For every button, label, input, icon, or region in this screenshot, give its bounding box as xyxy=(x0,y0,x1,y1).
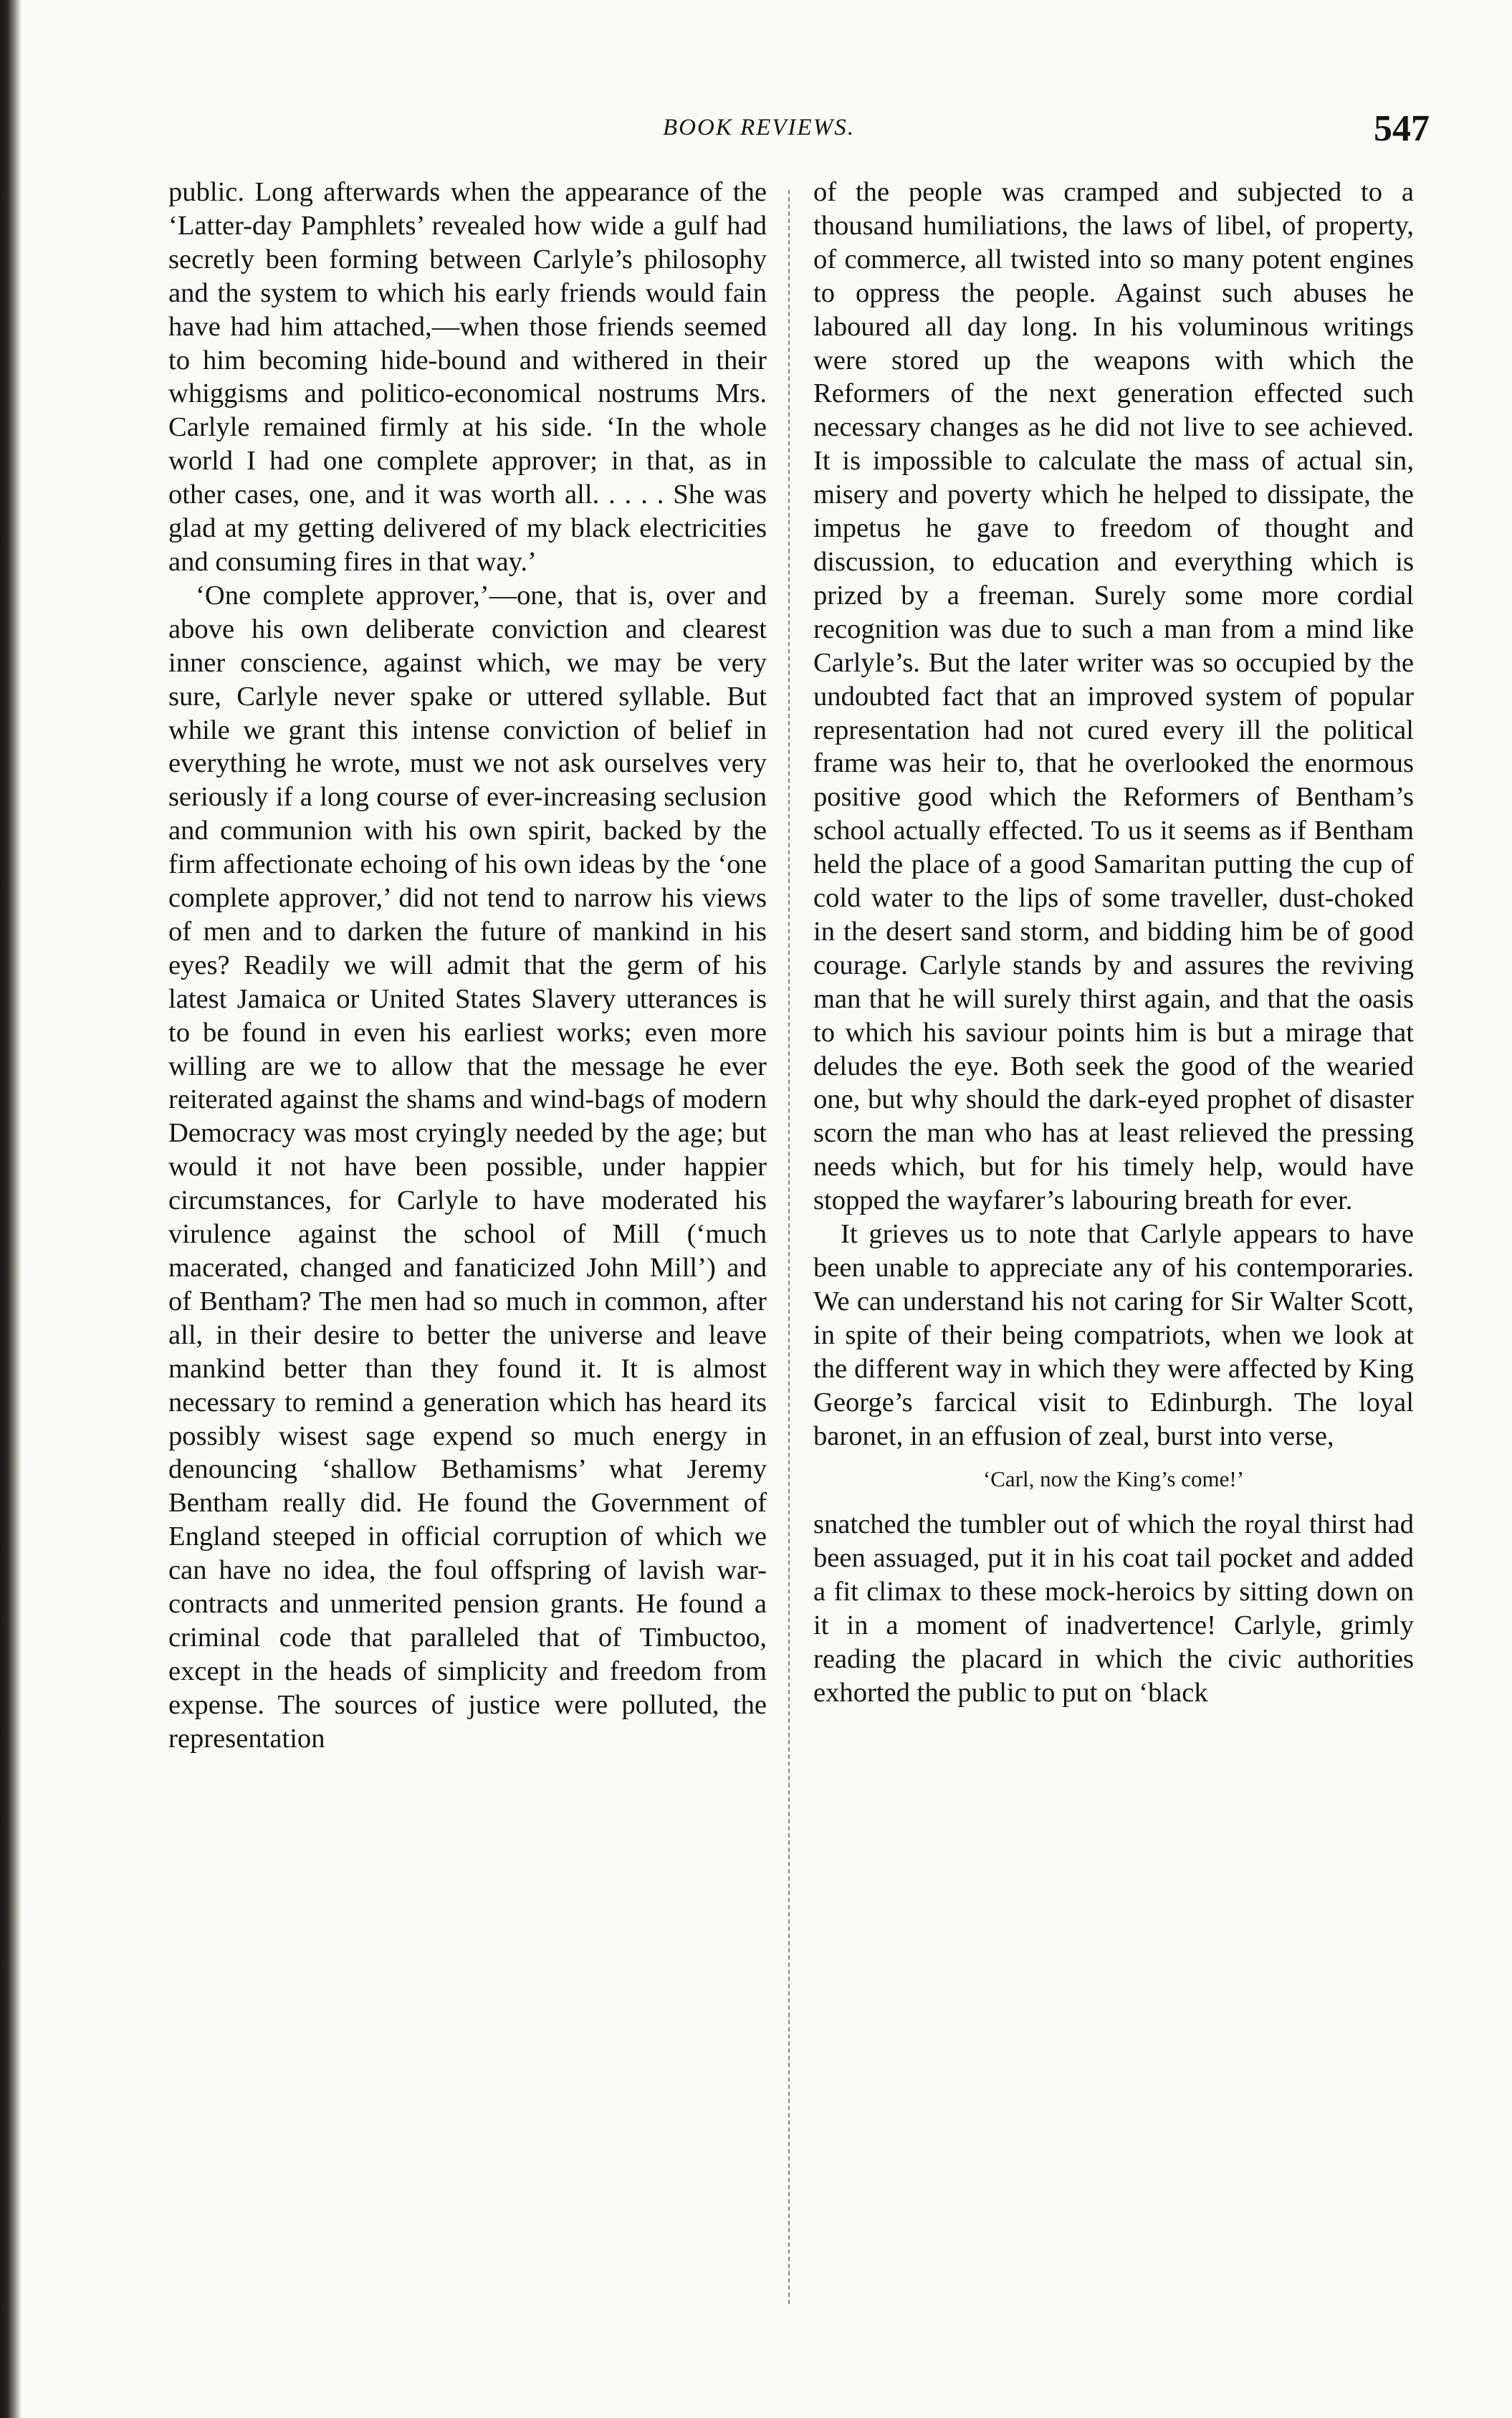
page-header xyxy=(168,107,1430,172)
running-title: BOOK REVIEWS. xyxy=(663,115,855,140)
book-spine-edge xyxy=(0,0,21,2418)
paragraph: snatched the tumbler out of which the royal thirst had been assuaged, put it in his coat tail pocket and added a fit climax to these mock-heroics by sitting down on it in a moment of inadvertence! Carlyle, grimly reading the placard in which the civic authorities exhorted the public to put on ‘black xyxy=(813,1509,1414,1708)
left-text-column xyxy=(168,176,767,2369)
verse-quotation: ‘Carl, now the King’s come!’ xyxy=(982,1466,1245,1492)
right-text-column xyxy=(813,176,1414,2369)
paragraph: of the people was cramped and subjected to a thousand humiliations, the laws of libel, of property, of commerce, all twisted into so many potent engines to oppress the people. Against such abuses he laboured all day long. In his voluminous writings were stored up the weapons with which the Reformers of the next generation effected such necessary changes as he did not live to see achieved. It is impossible to calculate the mass of actual sin, misery and poverty which he helped to dissipate, the impetus he gave to freedom of thought and discussion, to education and everything which is prized by a freeman. Surely some more cordial recognition was due to such a man from a mind like Carlyle’s. But the later writer was so occupied by the undoubted fact that an improved system of popular representation had not cured every ill the political frame was heir to, that he overlooked the enormous positive good which the Reformers of Bentham’s school actually effected. To us it seems as if Bentham held the place of a good Samaritan putting the cup of cold water to the lips of some traveller, dust-choked in the desert sand storm, and bidding him be of good courage. Carlyle stands by and assures the reviving man that he will surely thirst again, and that the oasis to which his saviour points him is but a mirage that deludes the eye. Both seek the good of the wearied one, but why should the dark-eyed prophet of disaster scorn the man who has at least relieved the pressing needs which, but for his timely help, would have stopped the wayfarer’s labouring breath for ever. xyxy=(813,177,1414,1216)
paragraph: public. Long afterwards when the appearance of the ‘Latter-day Pamphlets’ revealed how wide a gulf had secretly been forming between Carlyle’s philosophy and the system to which his early friends would fain have had him attached,—when those friends seemed to him becoming hide-bound and withered in their whiggisms and politico-economical nostrums Mrs. Carlyle remained firmly at his side. ‘In the whole world I had one complete approver; in that, as in other cases, one, and it was worth all. . . . . She was glad at my getting delivered of my black electricities and consuming fires in that way.’ xyxy=(168,177,767,577)
column-divider xyxy=(788,190,790,2304)
paragraph: ‘One complete approver,’—one, that is, over and above his own deliberate conviction and clearest inner conscience, against which, we may be very sure, Carlyle never spake or uttered syllable. But while we grant this intense conviction of belief in everything he wrote, must we not ask ourselves very seriously if a long course of ever-increasing seclusion and communion with his own spirit, backed by the firm affectionate echoing of his own ideas by the ‘one complete approver,’ did not tend to narrow his views of men and to darken the future of mankind in his eyes? Readily we will admit that the germ of his latest Jamaica or United States Slavery utterances is to be found in even his earliest works; even more willing are we to allow that the message he ever reiterated against the shams and wind-bags of modern Democracy was most cryingly needed by the age; but would it not have been possible, under happier circumstances, for Carlyle to have moderated his virulence against the school of Mill (‘much macerated, changed and fanaticized John Mill’) and of Bentham? The men had so much in common, after all, in their desire to better the universe and leave mankind better than they found it. It is almost necessary to remind a generation which has heard its possibly wisest sage expend so much energy in denouncing ‘shallow Bethamisms’ what Jeremy Bentham really did. He found the Government of England steeped in official corruption of which we can have no idea, the foul offspring of lavish war-contracts and unmerited pension grants. He found a criminal code that paralleled that of Timbuctoo, except in the heads of simplicity and freedom from expense. The sources of justice were polluted, the representation xyxy=(168,580,767,1754)
page-number: 547 xyxy=(1374,108,1430,149)
paragraph: It grieves us to note that Carlyle appears to have been unable to appreciate any of his contemporaries. We can understand his not caring for Sir Walter Scott, in spite of their being compatriots, when we look at the different way in which they were affected by King George’s farcical visit to Edinburgh. The loyal baronet, in an effusion of zeal, burst into verse, xyxy=(813,1219,1414,1451)
